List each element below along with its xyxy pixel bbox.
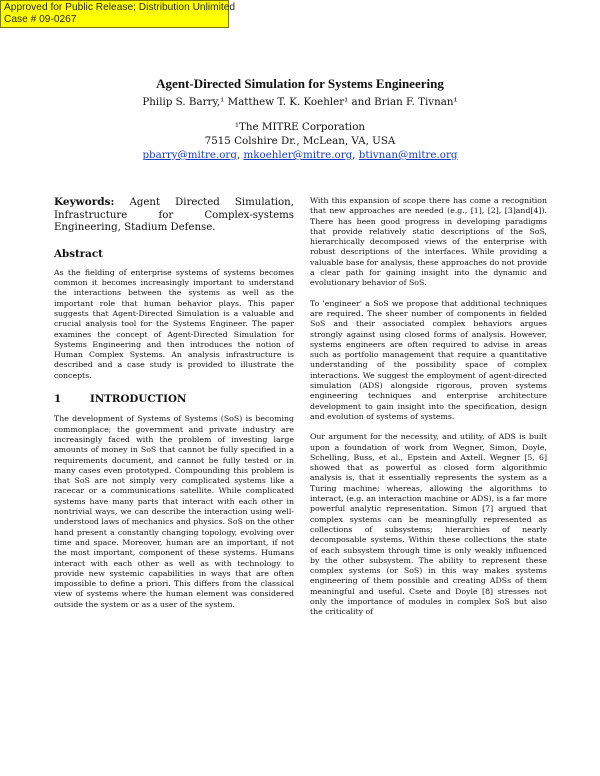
paper-title: Agent-Directed Simulation for Systems Engineering	[156, 76, 444, 91]
section-title: INTRODUCTION	[90, 393, 187, 406]
section-heading-introduction	[54, 394, 294, 404]
left-column	[54, 196, 294, 610]
email-list	[0, 149, 600, 163]
affiliation-org: ¹The MITRE Corporation	[234, 121, 366, 133]
stamp-line-2: Case # 09-0267	[4, 14, 77, 25]
affiliation-address: 7515 Colshire Dr., McLean, VA, USA	[204, 135, 396, 147]
author-list: Philip S. Barry,¹ Matthew T. K. Koehler¹ and Brian F. Tivnan¹	[142, 96, 458, 108]
email-separator: ,	[352, 149, 359, 161]
email-link-barry[interactable]: pbarry@mitre.org	[142, 149, 237, 161]
right-paragraph-1: With this expansion of scope there has come a recognition that new approaches are needed (e.g., [1], [2], [3]and[4]). There has been good progress in developing paradigms that provide relatively static descriptions of the SoS, hierarchically decomposed views of the enterprise with robust descriptions of the interfaces. While providing a valuable base for analysis, these approaches do not provide a clear path for gaining insight into the dynamic and evolutionary behavior of SoS.	[310, 196, 547, 288]
abstract-paragraph: As the fielding of enterprise systems of systems becomes common it becomes increasingly important to understand the interactions between the systems as well as the important role that human behavior plays. This paper suggests that Agent-Directed Simulation is a valuable and crucial analysis tool for the Systems Engineer. The paper examines the concept of Agent-Directed Simulation for Systems Engineering and then introduces the notion of Human Complex Systems. An analysis infrastructure is described and a case study is provided to illustrate the concepts.	[54, 267, 294, 380]
section-number: 1	[54, 393, 62, 406]
keywords-label: Keywords:	[54, 196, 115, 208]
intro-paragraph: The development of Systems of Systems (SoS) is becoming commonplace; the government and private industry are increasingly faced with the problem of investing large amounts of money in SoS that cannot be fully specified in a requirements document, and cannot be fully tested or in many cases even prototyped. Compounding this problem is that SoS are not simply very complicated systems like a racecar or a communications satellite. While complicated systems have many parts that interact with each other in nontrivial ways, we can describe the interaction using well-understood laws of mechanics and physics. SoS on the other hand present a constantly changing topology, evolving over time and space. Moreover, human are an important, if not the most important, component of these systems. Humans interact with each other as well as with technology to provide new systemic capabilities in ways that are often impossible to define a priori. This differs from the classical view of systems where the human element was considered outside the system or as a user of the system.	[54, 414, 294, 609]
release-stamp	[0, 0, 236, 28]
right-column	[310, 196, 547, 744]
email-separator: ,	[236, 149, 244, 161]
keywords-paragraph	[54, 196, 294, 235]
stamp-line-1: Approved for Public Release; Distribution Unlimited	[4, 2, 236, 13]
right-paragraph-3: Our argument for the necessity, and utility, of ADS is built upon a foundation of work from Wegner, Simon, Doyle, Schelling, Buss, et al., Epstein and Axtell. Wegner [5, 6] showed that as powerful as closed form algorithmic analysis is, that it essentially represents the system as a Turing machine; whereas, allowing the algorithms to interact, (e.g. an interaction machine or ADS), is a far more powerful analytic representation. Simon [7] argued that complex systems can be meaningfully represented as collections of subsystems; hierarchies of nearly decomposable systems. Within these collections the state of each subsystem through time is only weakly influenced by the other subsystem. The ability to represent these complex systems (or SoS) in this way makes systems engineering of them possible and creating ADSs of them meaningful and useful. Csete and Doyle [8] stresses not only the importance of modules in complex SoS but also the criticality of	[310, 432, 547, 617]
abstract-heading: Abstract	[54, 247, 103, 260]
keywords-text: Agent Directed Simulation, Infrastructure for Complex-systems Engineering, Stadium Defense.	[54, 197, 294, 233]
email-link-koehler[interactable]: mkoehler@mitre.org	[243, 149, 353, 161]
right-paragraph-2: To 'engineer' a SoS we propose that additional techniques are required. The sheer number of components in fielded SoS and their associated complex behaviors argues strongly against using closed forms of analysis. However, systems engineers are often required to advise in areas such as portfolio management that require a quantitative understanding of the possibility space of complex interactions. We suggest the employment of agent-directed simulation (ADS) alongside rigorous, proven systems engineering techniques and enterprise architecture development to gain insight into the specification, design and evolution of systems of systems.	[310, 298, 547, 421]
email-link-tivnan[interactable]: btivnan@mitre.org	[358, 149, 458, 161]
